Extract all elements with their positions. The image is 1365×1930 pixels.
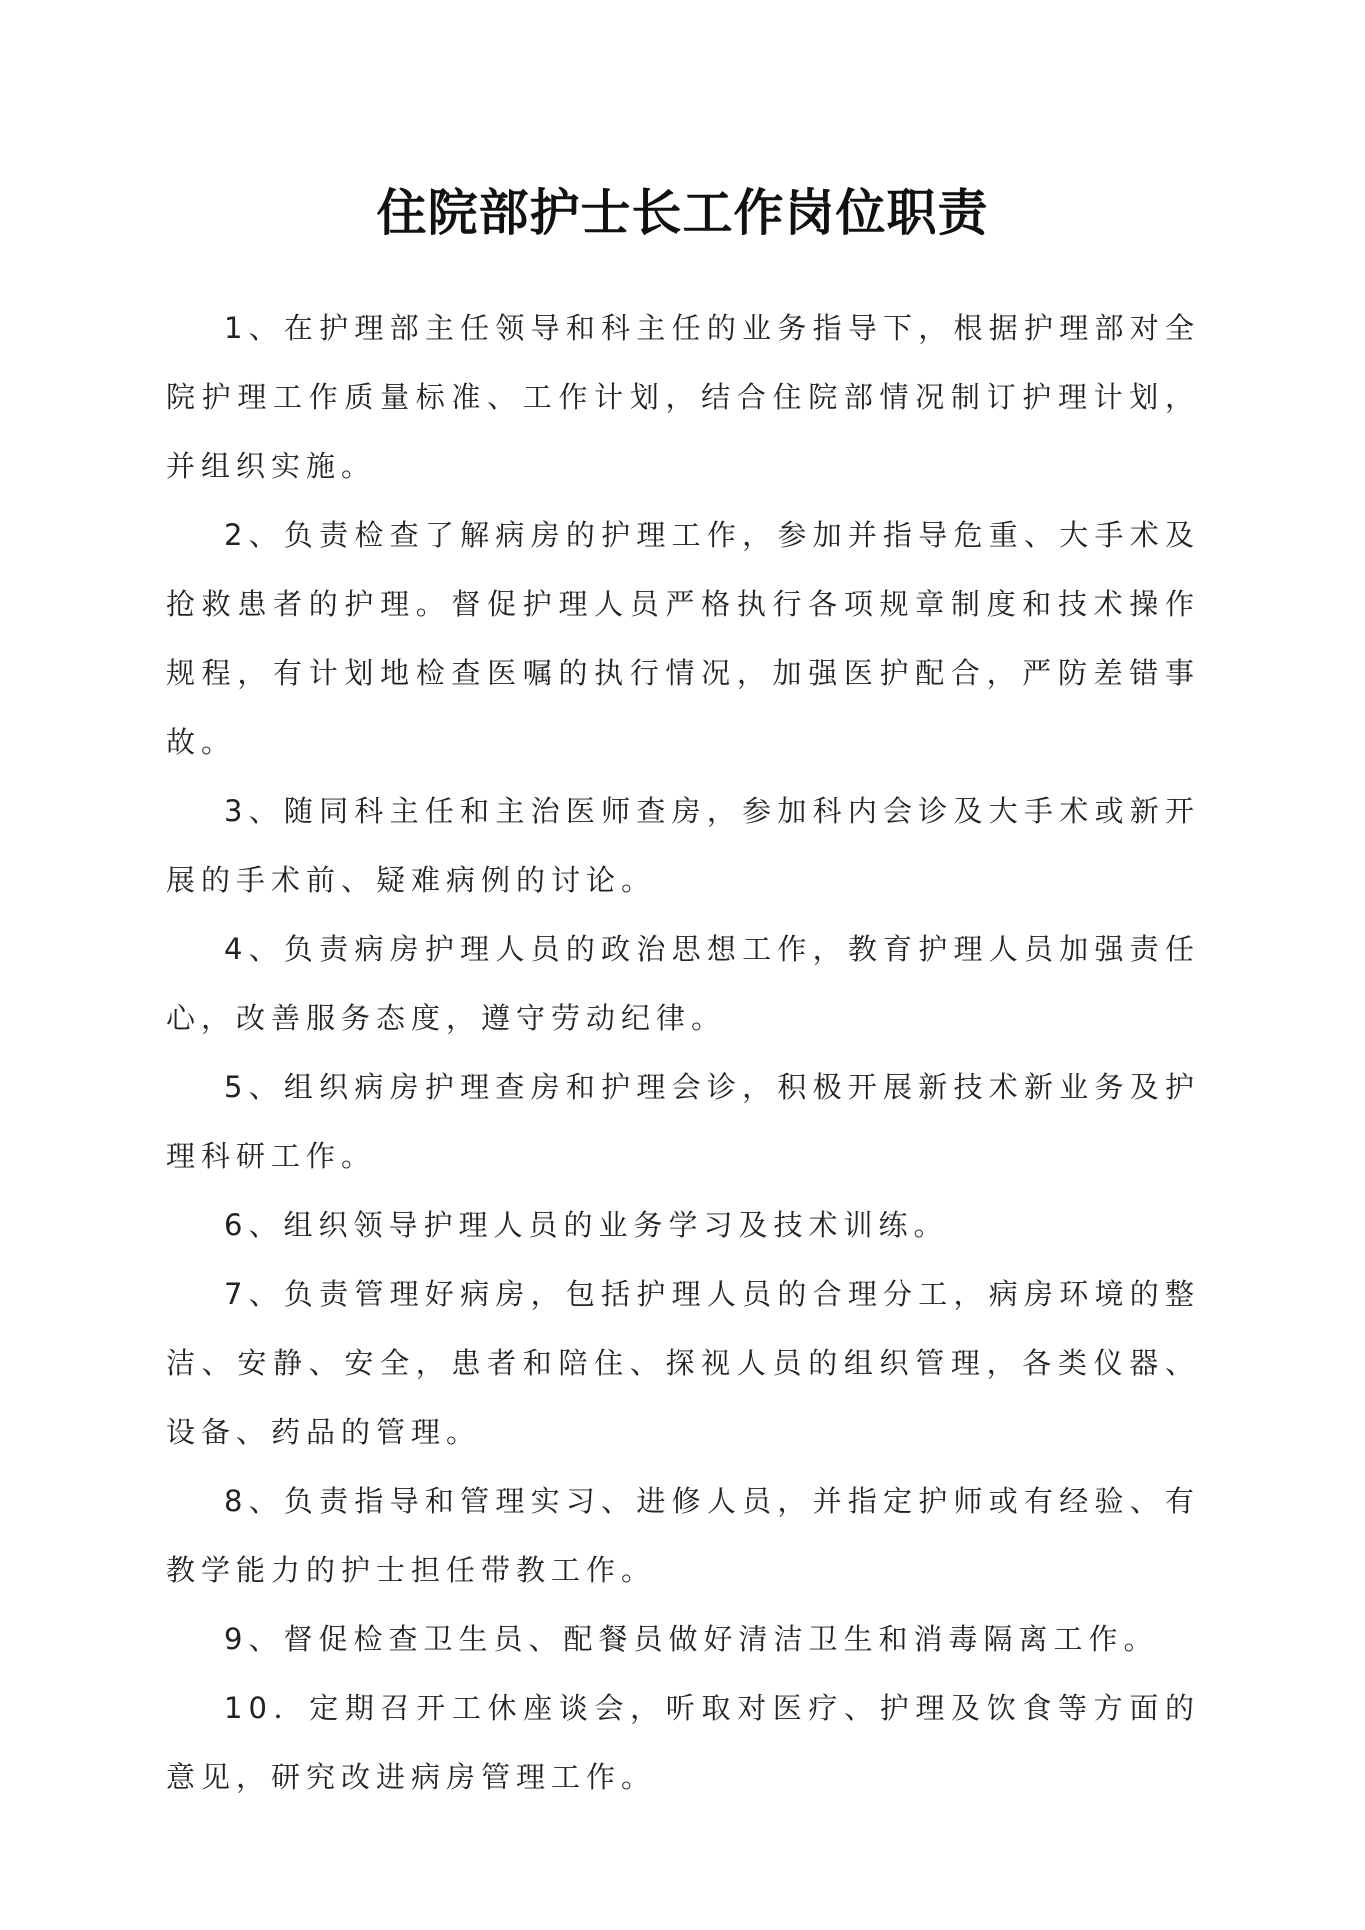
duty-paragraph-3: 3、随同科主任和主治医师查房，参加科内会诊及大手术或新开展的手术前、疑难病例的讨论。 xyxy=(166,794,1200,897)
document-body xyxy=(166,294,1200,1812)
document-title: 住院部护士长工作岗位职责 xyxy=(376,184,989,242)
duty-paragraph-7: 7、负责管理好病房，包括护理人员的合理分工，病房环境的整洁、安静、安全，患者和陪住、探视人员的组织管理，各类仪器、设备、药品的管理。 xyxy=(166,1277,1200,1449)
duty-paragraph-4: 4、负责病房护理人员的政治思想工作，教育护理人员加强责任心，改善服务态度，遵守劳动纪律。 xyxy=(166,932,1200,1035)
duty-paragraph-8: 8、负责指导和管理实习、进修人员，并指定护师或有经验、有教学能力的护士担任带教工作。 xyxy=(166,1484,1200,1587)
duty-paragraph-6: 6、组织领导护理人员的业务学习及技术训练。 xyxy=(224,1208,949,1242)
duty-paragraph-2: 2、负责检查了解病房的护理工作，参加并指导危重、大手术及抢救患者的护理。督促护理人员严格执行各项规章制度和技术操作规程，有计划地检查医嘱的执行情况，加强医护配合，严防差错事故。 xyxy=(166,518,1200,759)
duty-paragraph-9: 9、督促检查卫生员、配餐员做好清洁卫生和消毒隔离工作。 xyxy=(224,1622,1159,1656)
duty-paragraph-5: 5、组织病房护理查房和护理会诊，积极开展新技术新业务及护理科研工作。 xyxy=(166,1070,1200,1173)
duty-paragraph-10: 10．定期召开工休座谈会，听取对医疗、护理及饮食等方面的意见，研究改进病房管理工作。 xyxy=(166,1691,1200,1794)
duty-paragraph-1: 1、在护理部主任领导和科主任的业务指导下，根据护理部对全院护理工作质量标准、工作计划，结合住院部情况制订护理计划，并组织实施。 xyxy=(166,311,1200,483)
